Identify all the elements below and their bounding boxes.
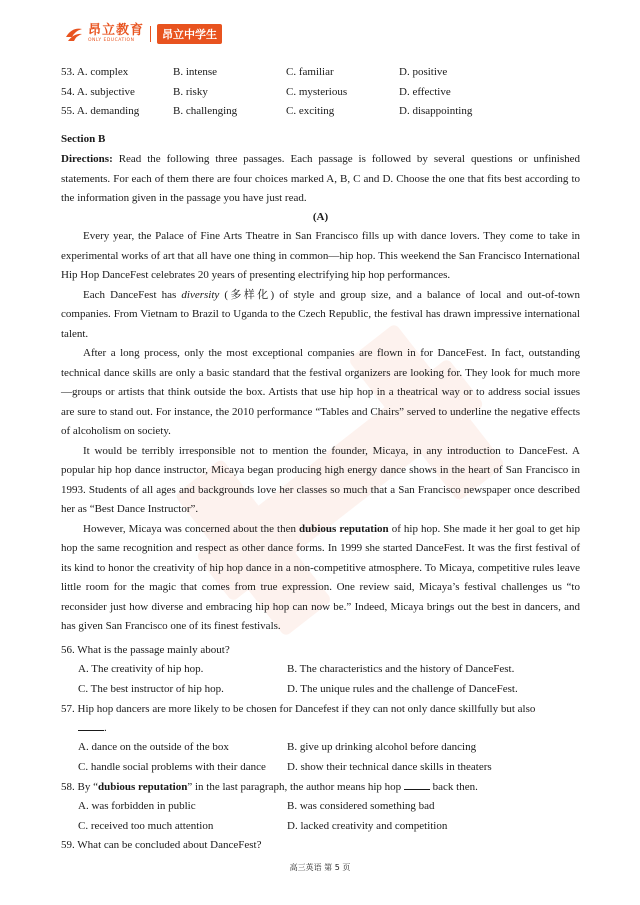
option-a: 53. A. complex [61,66,129,78]
page-footer: 高三英语 第 5 页 [289,863,351,872]
directions [61,150,580,209]
brand-english: ONLY EDUCATION [88,38,135,44]
choice-c: C. handle social problems with their dance [78,761,266,773]
paragraph-2 [61,286,580,345]
brand-badge: 昂立中学生 [157,24,222,44]
question-58-stem [61,778,580,798]
option-c: C. mysterious [286,86,348,98]
q58-end: back then. [432,781,478,793]
choice-c: C. The best instructor of hip hop. [78,683,224,695]
question-57-tail: . [104,722,107,734]
option-c: C. familiar [286,66,334,78]
choice-c: C. received too much attention [78,820,214,832]
brand-name [88,24,144,44]
section-title: Section B [61,133,106,145]
paragraph-4: It would be terribly irresponsible not to mention the founder, Micaya, in any introduction to DanceFest. A popular hip hop dance instructor, Micaya began producing high energy dance shows in the heart of San Francisco in 1993. Students of all ages and backgrounds love her classes so much that a San Francisco newspaper once described her as “Best Dance Instructor”. [61,444,580,515]
header-divider [150,26,151,42]
choice-a: A. was forbidden in public [78,800,196,812]
question-59-stem: 59. What can be concluded about DanceFest? [61,839,262,851]
option-b: B. challenging [173,105,238,117]
choice-b: B. was considered something bad [287,800,435,812]
paragraph-1: Every year, the Palace of Fine Arts Theatre in San Francisco fills up with dance lovers. They come to take in experimental works of art that all have one thing in common—hip hop. This weekend the San Francisco International Hip Hop DanceFest celebrates 20 years of presenting electrifying hip hop performances. [61,230,580,281]
answer-blank [78,720,104,731]
option-d: D. effective [399,86,451,98]
choice-b: B. give up drinking alcohol before dancing [287,741,477,753]
directions-label: Directions: [61,153,113,165]
paragraph-5 [61,520,580,637]
p5-bold: dubious reputation [299,522,389,535]
option-a: 54. A. subjective [61,86,135,98]
question-57-blank [78,719,597,739]
choice-a: A. dance on the outside of the box [78,741,229,753]
choice-d: D. The unique rules and the challenge of DanceFest. [287,683,518,695]
passage-label: (A) [312,211,329,223]
p2-start: Each DanceFest has [83,288,182,301]
option-c: C. exciting [286,105,335,117]
directions-text: Read the following three passages. Each passage is followed by several questions or unfinished statements. For each of them there are four choices marked A, B, C and D. Choose the one that fits best according to the information given in the passage you have just read. [61,153,580,204]
option-d: D. positive [399,66,448,78]
q58-start: 58. By “ [61,781,98,793]
choice-a: A. The creativity of hip hop. [78,663,204,675]
choice-b: B. The characteristics and the history of DanceFest. [287,663,515,675]
q58-mid: ” in the last paragraph, the author means hip hop [187,781,402,793]
brand-logo-icon [64,25,84,43]
option-b: B. intense [173,66,217,78]
p5-end: of hip hop. She made it her goal to get hip hop the same recognition and respect as other dance forms. In 1999 she started DanceFest. It was the first festival of its kind to honor the creativity of hip hop dance in a non-competitive atmosphere. To Micaya, competitive rules leave little room for the magic that comes from true expression. One review said, Micaya’s festival challenges us “to reconsider just how diverse and embracing hip hop can now be.” Indeed, Micaya brings out the best in dancers, and has given San Francisco one of its finest festivals. [61,522,581,632]
page-header [64,20,222,48]
paragraph-3: After a long process, only the most exceptional companies are flown in for DanceFest. In fact, outstanding technical dance skills are only a basic standard that the festival organizers are looking for. They look for much more—groups or artists that think outside the box. Artists that use hip hop in a theatrical way or to address social issues are sure to stand out. For instance, the 2010 performance “Tables and Chairs” served to underline the negative effects of alcoholism on society. [61,347,580,437]
passage-body [61,227,580,637]
option-b: B. risky [173,86,208,98]
choice-d: D. show their technical dance skills in theaters [287,761,492,773]
choice-d: D. lacked creativity and competition [287,820,448,832]
p5-start: However, Micaya was concerned about the then [83,522,299,535]
question-57-stem: 57. Hip hop dancers are more likely to be chosen for Dancefest if they can not only dance skillfully but also [61,703,536,715]
p2-emphasis: diversity [181,288,220,301]
option-d: D. disappointing [399,105,473,117]
p2-end: (多样化) of style and group size, and a balance of local and out-of-town companies. From Vietnam to Brazil to Uganda to the Czech Republic, the festival has drawn impressive international talent. [61,288,581,340]
option-a: 55. A. demanding [61,105,140,117]
q58-bold: dubious reputation [97,781,188,793]
question-56-stem: 56. What is the passage mainly about? [61,644,230,656]
answer-blank [404,779,430,790]
brand-chinese: 昂立教育 [88,23,145,39]
